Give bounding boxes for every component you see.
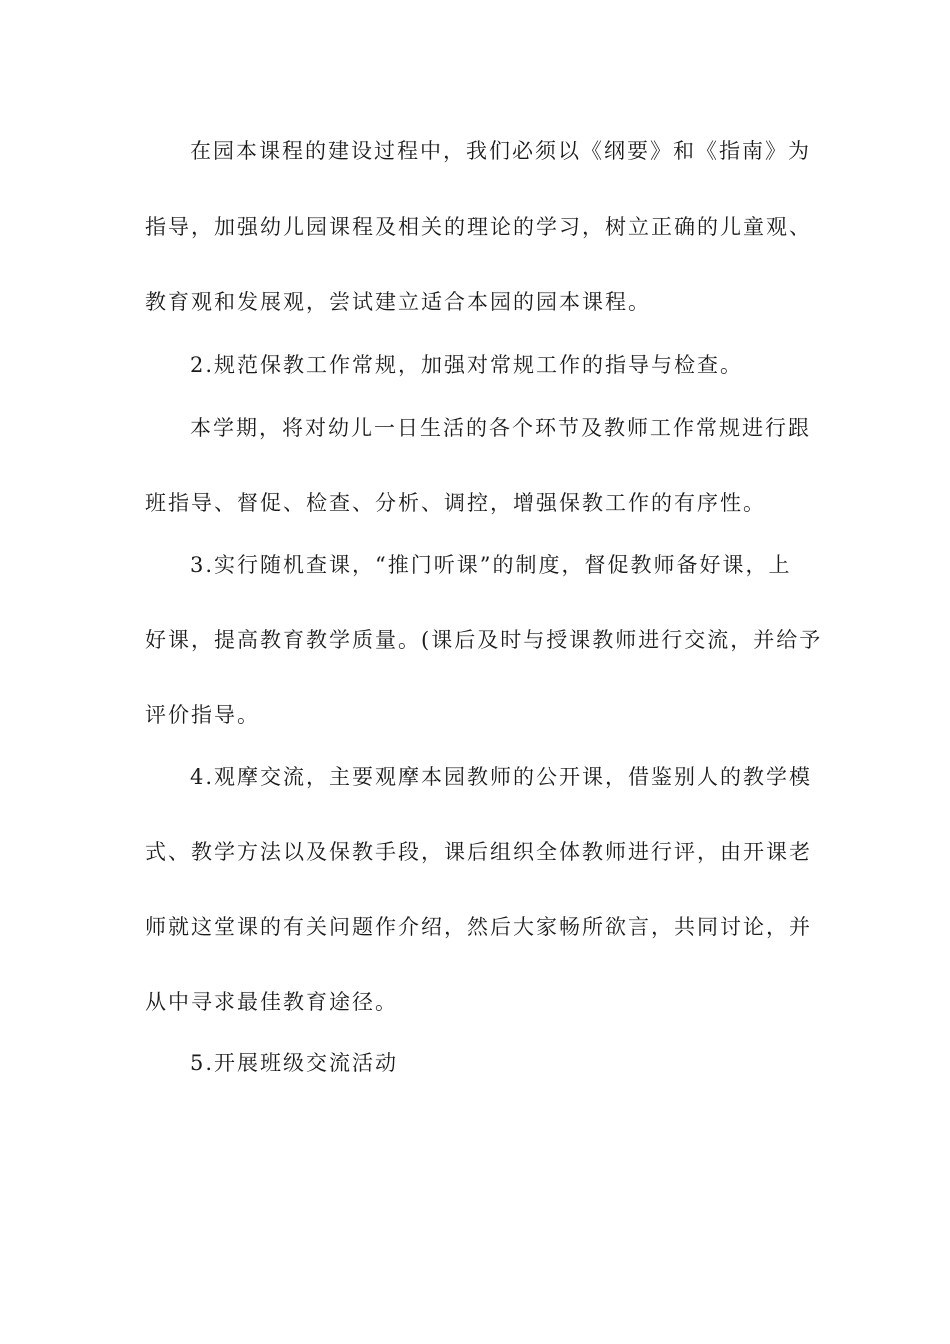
paragraph-line: 教育观和发展观，尝试建立适合本园的园本课程。 [145,290,651,314]
paragraph-line: 从中寻求最佳教育途径。 [145,990,398,1014]
paragraph-line: 4.观摩交流，主要观摩本园教师的公开课，借鉴别人的教学模 [190,765,813,789]
paragraph-line: 2.规范保教工作常规，加强对常规工作的指导与检查。 [190,353,744,377]
paragraph-line: 在园本课程的建设过程中，我们必须以《纲要》和《指南》为 [190,139,811,163]
paragraph-line: 本学期，将对幼儿一日生活的各个环节及教师工作常规进行跟 [190,416,811,440]
paragraph-line: 5.开展班级交流活动 [190,1051,399,1075]
paragraph-line: 式、教学方法以及保教手段，课后组织全体教师进行评，由开课老 [145,840,812,864]
paragraph-line: 班指导、督促、检查、分析、调控，增强保教工作的有序性。 [145,491,766,515]
paragraph-line: 评价指导。 [145,703,260,727]
paragraph-line: 好课，提高教育教学质量。(课后及时与授课教师进行交流，并给予 [145,628,823,652]
paragraph-line: 指导，加强幼儿园课程及相关的理论的学习，树立正确的儿童观、 [145,215,812,239]
paragraph-line: 师就这堂课的有关问题作介绍，然后大家畅所欲言，共同讨论，并 [145,915,812,939]
paragraph-line: 3.实行随机查课，“推门听课”的制度，督促教师备好课，上 [190,553,792,577]
